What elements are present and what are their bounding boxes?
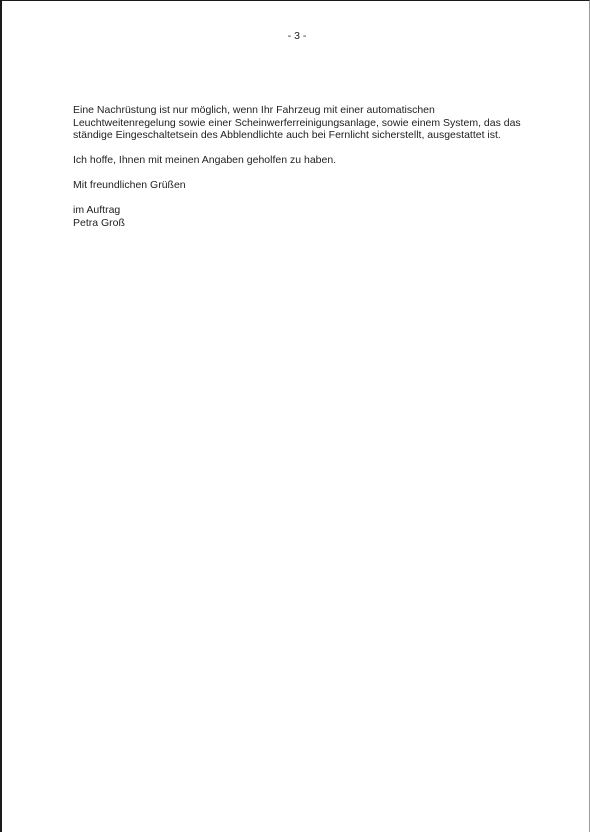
page-number: - 3 - — [287, 30, 307, 42]
paragraph-line: ständige Eingeschaltetsein des Abblendlichte auch bei Fernlicht sicherstellt, ausgestattet ist. — [73, 129, 501, 141]
paragraph-line: Leuchtweitenregelung sowie einer Scheinwerferreinigungsanlage, sowie einem System, das das — [73, 116, 521, 129]
paragraph-line: Eine Nachrüstung ist nur möglich, wenn Ihr Fahrzeug mit einer automatischen — [73, 104, 435, 116]
letter-body — [73, 104, 553, 229]
paragraph-retrofit — [73, 104, 553, 142]
signature-role: im Auftrag — [73, 204, 121, 216]
paragraph-hope: Ich hoffe, Ihnen mit meinen Angaben geholfen zu haben. — [73, 154, 337, 166]
signature-block — [73, 204, 553, 229]
closing-phrase: Mit freundlichen Grüßen — [73, 179, 186, 191]
signature-name: Petra Groß — [73, 216, 125, 229]
